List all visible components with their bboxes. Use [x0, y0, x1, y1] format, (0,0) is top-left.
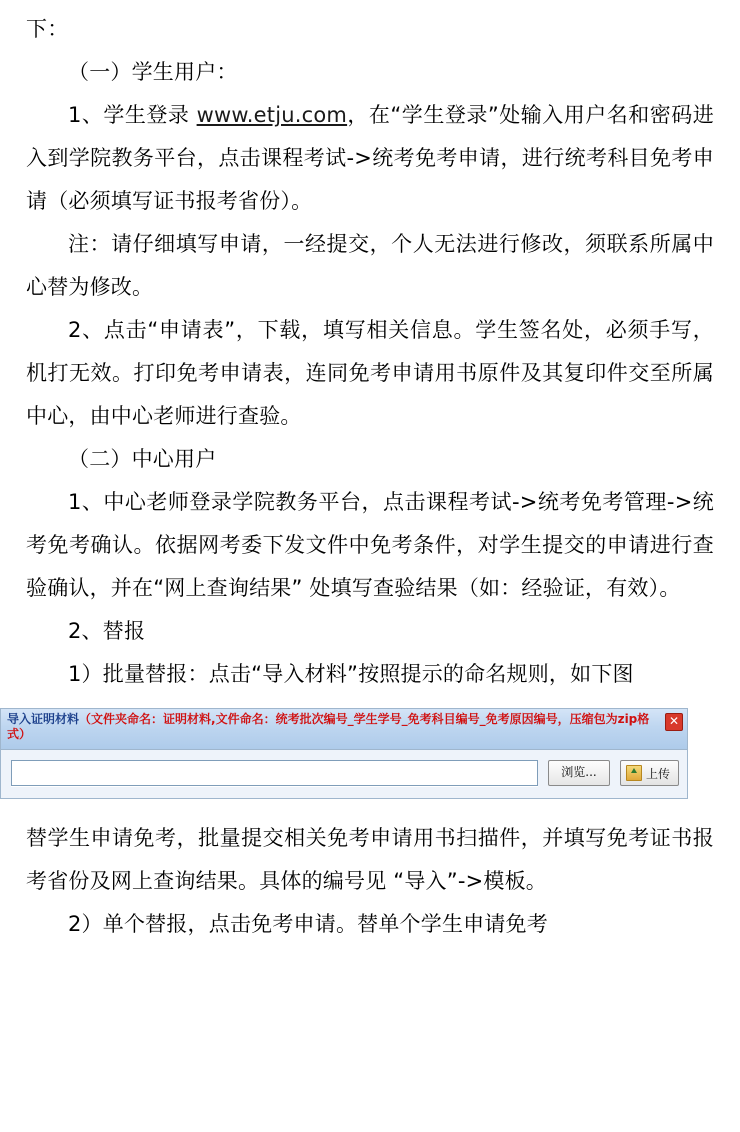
close-icon[interactable]: ✕	[665, 713, 683, 731]
paragraph: 替学生申请免考，批量提交相关免考申请用书扫描件，并填写免考证书报考省份及网上查询结果。具体的编号见 “导入”->模板。	[26, 826, 714, 893]
document-body-continued	[0, 809, 740, 946]
upload-button-label: 上传	[645, 766, 670, 781]
paragraph: （一）学生用户：	[68, 60, 238, 84]
upload-icon	[626, 765, 642, 781]
paragraph-text-part: ，在“学生登录”处输入用户名和密码进入到学院教务平台，点击课程考试->统考免考申请，进行统考科目免考申请（必须填写证书报考省份）。	[26, 103, 714, 213]
paragraph: 1、中心老师登录学院教务平台，点击课程考试->统考免考管理->统考免考确认。依据网考委下发文件中免考条件，对学生提交的申请进行查验确认，并在“网上查询结果” 处填写查验结果（如：经验证，有效）。	[26, 490, 714, 600]
upload-button[interactable]	[620, 760, 679, 786]
etju-website-link[interactable]: www.etju.com	[196, 103, 348, 127]
paragraph: （二）中心用户	[68, 447, 217, 471]
paragraph: 2、替报	[68, 619, 146, 643]
paragraph: 2、点击“申请表”，下载，填写相关信息。学生签名处，必须手写，机打无效。打印免考申请表，连同免考申请用书原件及其复印件交至所属中心，由中心老师进行查验。	[26, 318, 714, 428]
browse-button[interactable]: 浏览...	[548, 760, 610, 786]
paragraph: 注：请仔细填写申请，一经提交，个人无法进行修改，须联系所属中心替为修改。	[26, 232, 714, 299]
dialog-body	[1, 750, 687, 798]
paragraph: 1）批量替报：点击“导入材料”按照提示的命名规则，如下图	[68, 662, 634, 686]
dialog-title	[7, 712, 685, 742]
paragraph-text-part: 1、学生登录	[68, 103, 197, 127]
paragraph: 2）单个替报，点击免考申请。替单个学生申请免考	[68, 912, 548, 936]
dialog-title-prefix: 导入证明材料	[7, 712, 80, 726]
dialog-titlebar	[1, 709, 687, 750]
dialog-title-rule: （文件夹命名：证明材料,文件命名：统考批次编号_学生学号_免考科目编号_免考原因编号，压缩包为zip格式）	[7, 712, 650, 741]
file-path-input[interactable]	[11, 760, 538, 786]
paragraph-with-link	[26, 94, 714, 223]
paragraph: 下：	[26, 17, 69, 41]
import-material-dialog	[0, 708, 688, 799]
